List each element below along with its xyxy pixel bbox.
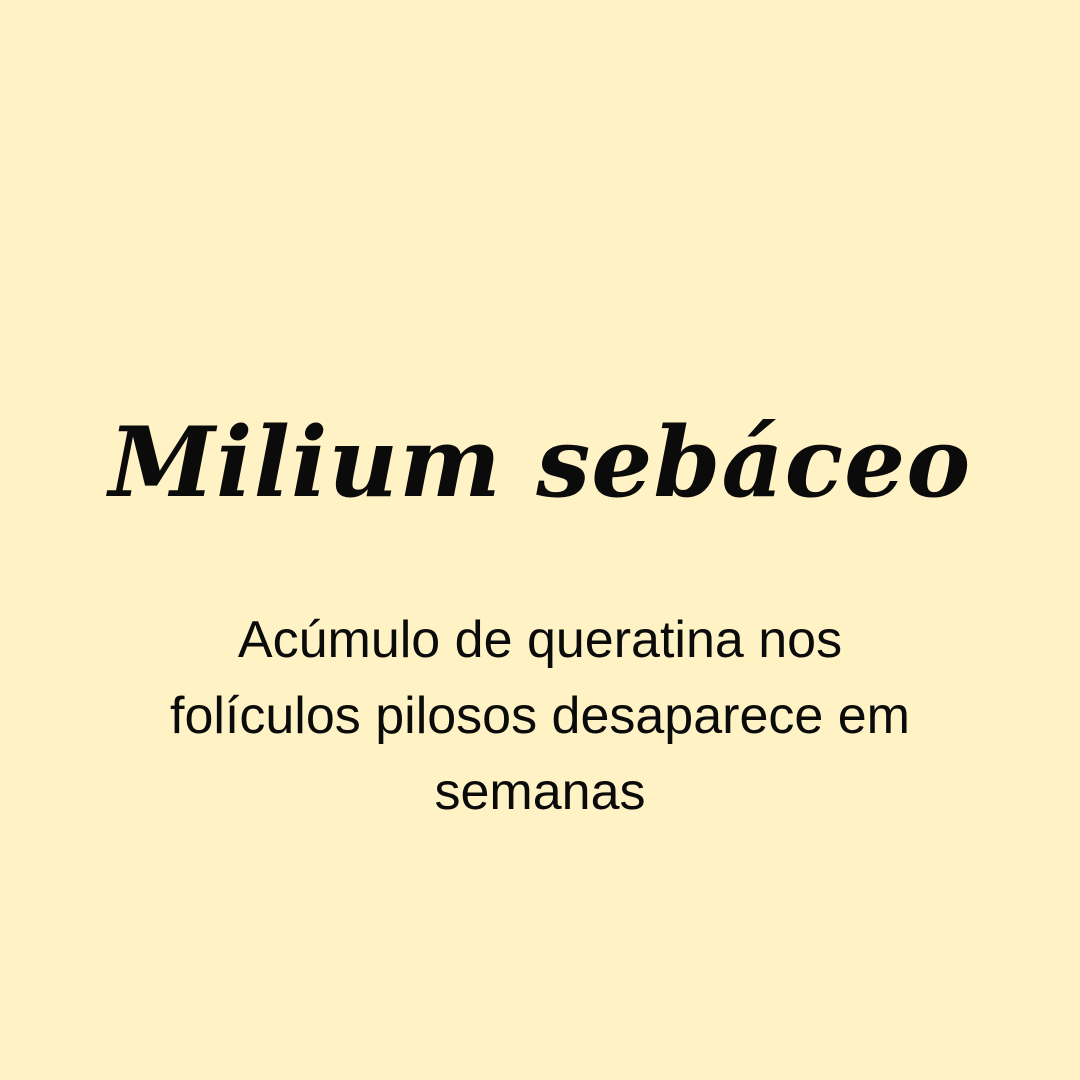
- slide-title: Milium sebáceo: [108, 406, 972, 519]
- slide-description: Acúmulo de queratina nos folículos pilosos desaparece em semanas: [170, 611, 910, 821]
